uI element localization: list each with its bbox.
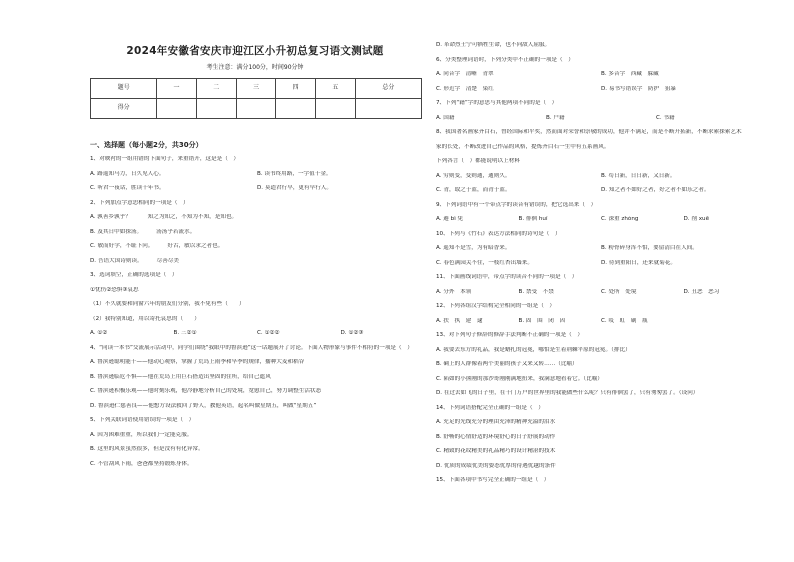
answer-option: C. 处所 处境 (601, 288, 637, 295)
answer-option: C. 听君一夜话，胜读十年书。 (90, 185, 165, 192)
question-line: A. 我要去东方的礼品，我是蜡扎的冠冕，哪怕是生着荆棘平原的冠冕。（排比） (436, 346, 631, 353)
question-line: 家的长处，不断改进自己作品的风格，提炼齐白石一生中有五系画风。 (436, 143, 610, 150)
left-questions (86, 156, 424, 475)
score-row-label: 得分 (91, 98, 157, 118)
question-text: 2、下列加点字意思相同的一项是（ ） (90, 199, 189, 206)
answer-option: D. 知之者不如好之者，好之者不如乐之者。 (601, 187, 710, 193)
answer-option: C. 哎 虹 刷 瓶 (601, 317, 648, 324)
answer-options (436, 115, 766, 130)
score-header-cell: 二 (196, 78, 236, 98)
score-header-cell: 三 (236, 78, 276, 98)
answer-option: A. 扶 执 建 逮 (436, 317, 483, 324)
answer-option: B. 及其日中如探汤。 汤汤乎若流水。 (90, 228, 196, 235)
answer-options (436, 187, 766, 202)
answer-option: C. 形近字 清楚 染红 (436, 85, 494, 92)
question-text: 10、下列与《竹石》表达方法相同的诗句是（ ） (436, 230, 561, 237)
answer-options (436, 318, 766, 333)
answer-option: B. 苟日新，日日新，又日新。 (601, 172, 676, 179)
answer-options (436, 289, 766, 304)
score-header-cell: 四 (276, 78, 316, 98)
question-line: D. 在过去如飞的日子里，在千门万户的世界里的我能做些什么呢？只有徘徊罢了，只有匆匆罢了。（设问） (436, 390, 699, 396)
question-line: B. 这里的风景虽然很多，但是没有有化异常。 (90, 446, 204, 453)
answer-options (436, 245, 766, 260)
page-title: 2024年安徽省安庆市迎江区小升初总复习语文测试题 (126, 45, 384, 57)
answer-option: A. 国籍 (436, 114, 455, 121)
answer-option: D. 削 xuē (683, 216, 710, 222)
answer-option: B. 粉骨碎身浑不怕，要留清白在人间。 (601, 245, 698, 251)
answer-options (436, 216, 766, 231)
answer-options (436, 86, 766, 101)
answer-option: D. 丑恶 恶习 (683, 288, 720, 295)
right-column (432, 42, 766, 492)
question-line: （1）不久就要和同窗六年的朋友们分别，我不免有些（ ） (90, 301, 245, 308)
answer-options (90, 330, 424, 345)
question-line: C. 精致的花纹精美的礼品精巧的设计精湛的技术 (436, 448, 556, 454)
score-cell[interactable] (276, 98, 316, 118)
answer-option: D. 吾语大国诗则读。 尽善尽美 (90, 257, 179, 264)
score-table (90, 78, 422, 119)
question-text: 5、下列关联词语使用错误的一项是（ ） (90, 417, 195, 424)
answer-option: B. 固 围 闭 因 (518, 317, 566, 324)
answer-option: B. 徘徊 huí (518, 216, 548, 222)
answer-option: C. 敏而好学，不耻下问。 好古，敏以求之者也。 (90, 243, 224, 250)
answer-option: A. ①② (90, 330, 108, 337)
answer-options (90, 229, 424, 244)
left-column (86, 0, 424, 475)
answer-option: A. 路遥知马力，日久见人心。 (90, 170, 165, 177)
question-line: 下列各言（ ）都能说明以上材料 (436, 158, 520, 164)
question-text: 7、下列“籍”字的意思与其他两项不同的是（ ） (436, 100, 558, 106)
question-line: ①忧伤②恐惧③哀思 (90, 286, 139, 293)
question-line: C. 陷如的小熊刚的那沙哥刚刚满地扭来，我满意地看着它。（比喻） (436, 375, 603, 382)
answer-option (257, 214, 424, 229)
answer-option: A. 孰善乡孰乎？ 知之为知之，不知为不知，是知也。 (90, 214, 238, 221)
exam-note: 考生注意：满分100分，时间90分钟 (206, 64, 304, 72)
question-line: （2）我特别知道，用以寄托哀思的（ ） (90, 315, 200, 322)
score-header-cell: 五 (316, 78, 356, 98)
answer-option (257, 258, 424, 273)
question-line: A. 鲁滨逊聪明能干——他动心观察，掌握了荒岛上雨季和旱季的规律，播种大麦和稻谷 (90, 359, 305, 366)
question-line: B. 鲁滨逊临危不惧——他在荒岛上用巨石搭造出坚固的住所，给自己遮风 (90, 373, 271, 380)
question-text: 3、选词填空，正确的选项是（ ） (90, 272, 178, 279)
question-text: 14、下列词语搭配完全正确的一组是（ ） (436, 404, 544, 411)
answer-option: A. 分外 本领 (436, 288, 472, 295)
answer-option (684, 318, 767, 333)
answer-option: D. ①②③ (340, 330, 364, 337)
answer-option: C. 青，取之于蓝，而青于蓝。 (436, 187, 511, 193)
answer-option: A. 遥知不是雪，为有暗香来。 (436, 245, 511, 251)
answer-options (90, 214, 424, 229)
answer-option: D. 莫道君行早，更有早行人。 (257, 185, 332, 192)
question-text: 9、下列词语中有一个带点字的读音有错误的，把它选出来（ ） (436, 201, 597, 208)
answer-option: D. 待到重阳日，还来就菊花。 (601, 259, 676, 266)
score-header-cell: 一 (157, 78, 197, 98)
question-text: 11、下面画线词语中，带点字的读音不同的一项是（ ） (436, 274, 578, 280)
question-text: 13、对下列句子修辞的修辞手法判断不正确的一项是（ ） (436, 332, 583, 338)
question-line: B. 碉上的人群像着两个美丽的孩子又来又转……（比喻） (436, 361, 578, 367)
answer-option: B. 多音字 西藏 躲藏 (601, 71, 659, 77)
question-line: A. 充足的光线充分的理由充沛的精神充溢的泪水 (436, 419, 556, 425)
question-line: C. 不管刮风下雨，爸爸都坚持锻炼身体。 (90, 460, 193, 467)
score-cell[interactable] (355, 98, 421, 118)
question-text: 1、对映衬的一组用错的下面句子，来重错开，这是是（ ） (90, 156, 239, 163)
answer-option (257, 229, 424, 244)
question-line: A. 因为困难重重，所以我们一定能克服。 (90, 431, 193, 438)
right-questions (432, 42, 766, 492)
score-table-row (91, 98, 422, 118)
answer-option: A. 同音字 清晰 青翠 (436, 71, 494, 77)
score-header-cell: 题号 (91, 78, 157, 98)
answer-option: B. 三②① (173, 330, 197, 337)
answer-option: C. 书籍 (656, 114, 675, 121)
answer-option (257, 243, 424, 258)
question-text: 4、“同读一本书”交流展示活动中，同学们围绕“我眼中的鲁滨逊”这一话题展开了讨论。下面人物形象与事件不相符的一项是（ ） (90, 344, 413, 351)
question-line: D. 革命烈士宁可牺牲生命，也不向敌人屈服。 (436, 42, 551, 48)
answer-option: B. 读书终用路，一字值千金。 (257, 170, 332, 177)
question-text: 12、下列各组汉字结构完全相同的一组是（ ） (436, 303, 555, 309)
answer-options (90, 258, 424, 273)
answer-option: B. 禁受 不禁 (518, 288, 554, 295)
section-heading: 一、选择题（每小题2分，共30分） (90, 140, 203, 149)
question-line: B. 舒畅的心情舒适的环境舒心的日子舒展的动作 (436, 433, 556, 440)
question-line: D. 鲁滨逊仁慈善良——他想方设法救回了野人，教他英语，起名叫做星期五，叫做“星期五” (90, 402, 317, 409)
score-cell[interactable] (236, 98, 276, 118)
answer-option: C. 深重 zhòng (601, 216, 639, 222)
answer-option: C. 春色满园关不住，一枝红杏出墙来。 (436, 259, 533, 266)
answer-option: D. 易书写错误字 防护 狙暴 (601, 85, 676, 92)
answer-option: C. ①②② (257, 330, 280, 337)
answer-options (436, 71, 766, 86)
score-table-header (91, 78, 422, 98)
question-line: 8、我国著名画家齐白石，曾经国际和平奖，然而面对荣誉和崇敬的成功，他并不满足，而是不断开拓新，不断求索探索艺术 (436, 129, 742, 135)
score-cell[interactable] (157, 98, 197, 118)
score-cell[interactable] (196, 98, 236, 118)
answer-options (436, 260, 766, 275)
question-line: D. 优质的成绩优美的姿态优厚的待遇优越的条件 (436, 462, 556, 469)
score-cell[interactable] (316, 98, 356, 118)
answer-options (90, 243, 424, 258)
answer-option: A. 避 bì 免 (436, 216, 464, 222)
answer-option: A. 穷则变，变则通，通则久。 (436, 172, 511, 179)
question-line: C. 鲁滨逊积极乐观——他时刻乐观，他冷静地分析自己的处境，宽慰自己，努力调整生活状态 (90, 388, 322, 395)
answer-options (436, 173, 766, 188)
question-text: 15、下面各项中书写完全正确的一组是（ ） (436, 477, 550, 483)
score-header-cell: 总分 (355, 78, 421, 98)
question-text: 6、分类整理词语时，下列分类中不正确的一项是（ ） (436, 56, 574, 63)
answer-options (90, 185, 424, 200)
answer-option: B. 户籍 (546, 114, 565, 121)
answer-options (90, 171, 424, 186)
